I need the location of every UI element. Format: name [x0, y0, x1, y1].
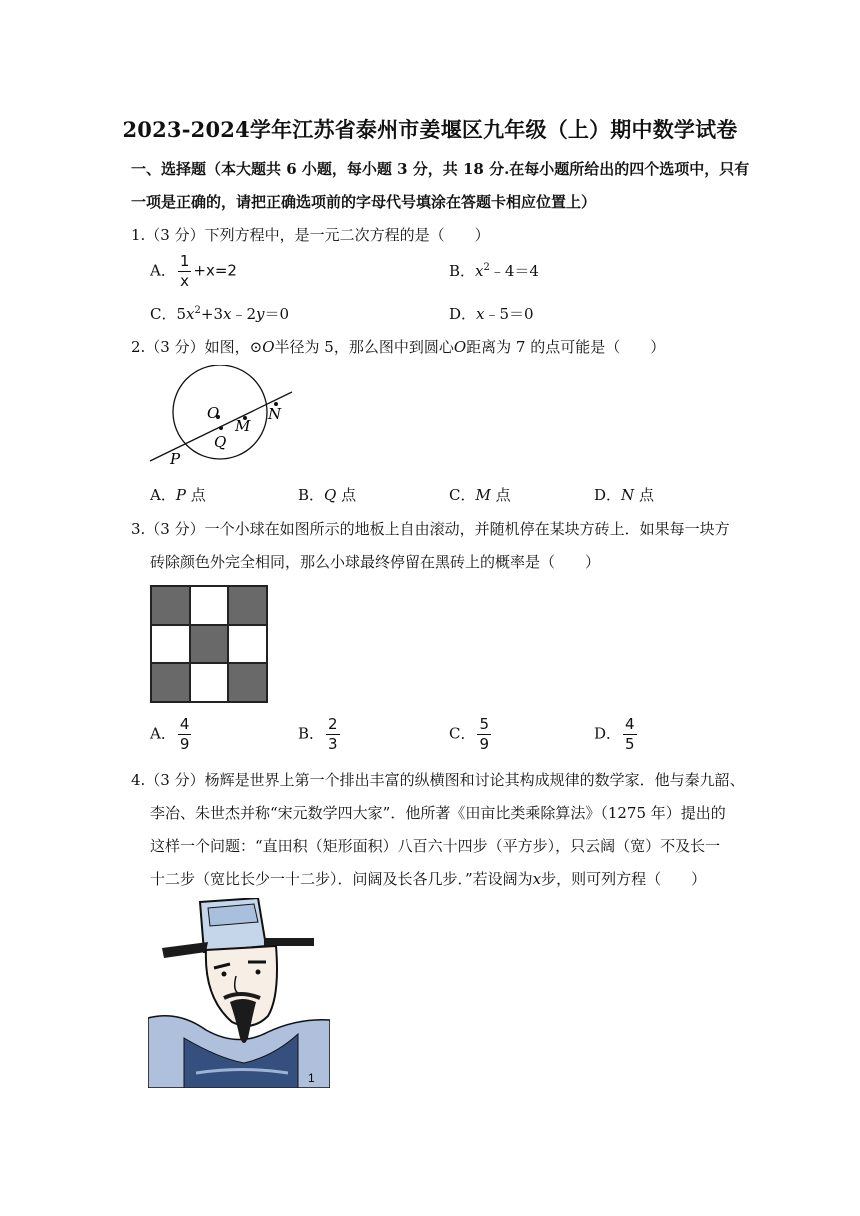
q4-stem-line1: 4.（3 分）杨辉是世界上第一个排出丰富的纵横图和讨论其构成规律的数学家．他与秦九韶、 [131, 771, 745, 789]
q2-option-c[interactable] [449, 484, 511, 505]
q1-option-c-term: +3 [200, 305, 223, 323]
q1-option-d[interactable] [449, 303, 534, 324]
floor-tile-light [228, 625, 267, 664]
q1-option-c-term2: ﹣2 [231, 305, 257, 323]
q2-option-a[interactable] [150, 484, 206, 505]
label-n: N [268, 405, 282, 423]
q3-option-d-fraction: $\frac{4}{5}$ [625, 715, 635, 753]
q2-option-d[interactable] [594, 484, 654, 505]
q1-option-c-var-x2: x [223, 305, 232, 323]
q3-option-a-fraction: $\frac{4}{9}$ [179, 715, 190, 753]
q1-option-d-rest: ﹣5＝0 [484, 305, 534, 323]
section-heading-line2: 一项是正确的，请把正确选项前的字母代号填涂在答题卡相应位置上） [131, 193, 597, 211]
q2-option-c-var: M [475, 486, 491, 504]
floor-tile-light [151, 625, 190, 664]
label-q: Q [214, 433, 227, 451]
q1-option-c-exp: 2 [194, 305, 201, 316]
q1-option-d-label: D． [449, 305, 477, 323]
q3-option-a[interactable] [150, 717, 193, 752]
floor-tile-dark [190, 625, 229, 664]
q1-option-c-var-y: y [256, 305, 265, 323]
eye-right [256, 970, 261, 975]
q1-option-c-rest: ＝0 [264, 305, 290, 323]
floor-tile-dark [151, 663, 190, 702]
hat-wing-right [264, 938, 314, 946]
q3-option-c[interactable] [449, 717, 493, 752]
floor-tile-dark [228, 586, 267, 625]
q3-option-b-label: B． [298, 724, 325, 743]
q3-option-d-label: D． [594, 724, 622, 743]
q4-stem-var-x: x [532, 870, 542, 888]
q2-circle-figure [145, 365, 305, 470]
q3-stem-line2: 砖除颜色外完全相同，那么小球最终停留在黑砖上的概率是（ ） [150, 553, 601, 571]
q2-option-a-label: A． [150, 486, 176, 504]
q4-stem-line4-part2: 步，则可列方程（ ） [541, 870, 707, 888]
q4-stem-line3: 这样一个问题：“直田积（矩形面积）八百六十四步（平方步），只云阔（宽）不及长一 [150, 837, 721, 855]
portrait-mark: 1 [308, 1071, 315, 1085]
q1-option-a-fraction: $\frac{1}{x}$ [179, 252, 190, 290]
q3-option-d[interactable] [594, 717, 639, 752]
q3-option-b-fraction: $\frac{2}{3}$ [328, 715, 338, 753]
q1-option-c-coef: 5 [176, 305, 187, 323]
q2-option-b[interactable] [298, 484, 356, 505]
hat-band [208, 904, 258, 926]
point-q [219, 426, 223, 430]
q1-option-c-var-x: x [186, 305, 195, 323]
q1-option-b-exp: 2 [483, 262, 490, 273]
q1-stem: 1.（3 分）下列方程中，是一元二次方程的是（ ） [131, 226, 490, 244]
q1-option-a-label: A． [150, 261, 176, 280]
section-heading-line1: 一、选择题（本大题共 6 小题，每小题 3 分，共 18 分.在每小题所给出的四个选项中，只有 [131, 160, 750, 178]
hat-wing-left [162, 942, 208, 958]
q2-option-b-var: Q [324, 486, 337, 504]
q2-stem-part2: 半径为 5，那么图中到圆心 [274, 338, 454, 356]
q1-option-a[interactable] [150, 254, 237, 289]
label-o: O [207, 404, 220, 422]
q2-option-c-text: 点 [495, 486, 511, 504]
page-title: 2023-2024学年江苏省泰州市姜堰区九年级（上）期中数学试卷 [122, 117, 738, 142]
eye-left [222, 972, 227, 977]
floor-tile-light [190, 586, 229, 625]
floor-tile-light [190, 663, 229, 702]
q2-option-d-var: N [621, 486, 635, 504]
q3-stem-line1: 3.（3 分）一个小球在如图所示的地板上自由滚动，并随机停在某块方砖上．如果每一块方 [131, 520, 730, 538]
q2-option-a-var: P [175, 486, 186, 504]
q2-option-a-text: 点 [190, 486, 206, 504]
q1-option-b-var: x [475, 262, 484, 280]
q3-floor-tile-grid [150, 585, 268, 703]
q2-option-b-label: B． [298, 486, 325, 504]
q3-option-a-label: A． [150, 724, 176, 743]
q4-stem-line4 [150, 868, 706, 889]
q2-option-c-label: C． [449, 486, 476, 504]
q3-option-b[interactable] [298, 717, 342, 752]
q2-stem-var-o2: O [453, 338, 467, 356]
q1-option-b-rest: ﹣4＝4 [489, 262, 539, 280]
label-p: P [170, 450, 181, 468]
q1-option-c[interactable] [150, 303, 289, 324]
q4-stem-line4-part1: 十二步（宽比长少一十二步）．问阔及长各几步．”若设阔为 [150, 870, 533, 888]
q2-stem-part1: 2.（3 分）如图，⊙ [131, 338, 263, 356]
floor-tile-dark [228, 663, 267, 702]
q1-option-c-label: C． [150, 305, 177, 323]
q2-option-b-text: 点 [341, 486, 357, 504]
q4-stem-line2: 李冶、朱世杰并称“宋元数学四大家”．他所著《田亩比类乘除算法》（1275 年）提出的 [150, 804, 726, 822]
q1-option-b[interactable] [449, 260, 539, 281]
q1-option-b-label: B． [449, 262, 476, 280]
q3-option-c-fraction: $\frac{5}{9}$ [479, 715, 490, 753]
yang-hui-portrait-image [148, 898, 330, 1088]
q1-option-d-var: x [476, 305, 485, 323]
q2-stem [131, 336, 665, 357]
q2-stem-var-o: O [262, 338, 275, 356]
q3-option-c-label: C． [449, 724, 476, 743]
q2-option-d-label: D． [594, 486, 622, 504]
q1-option-a-rest: +x=2 [193, 261, 237, 280]
floor-tile-dark [151, 586, 190, 625]
q2-stem-part3: 距离为 7 的点可能是（ ） [466, 338, 666, 356]
q2-option-d-text: 点 [638, 486, 654, 504]
label-m: M [235, 417, 251, 435]
